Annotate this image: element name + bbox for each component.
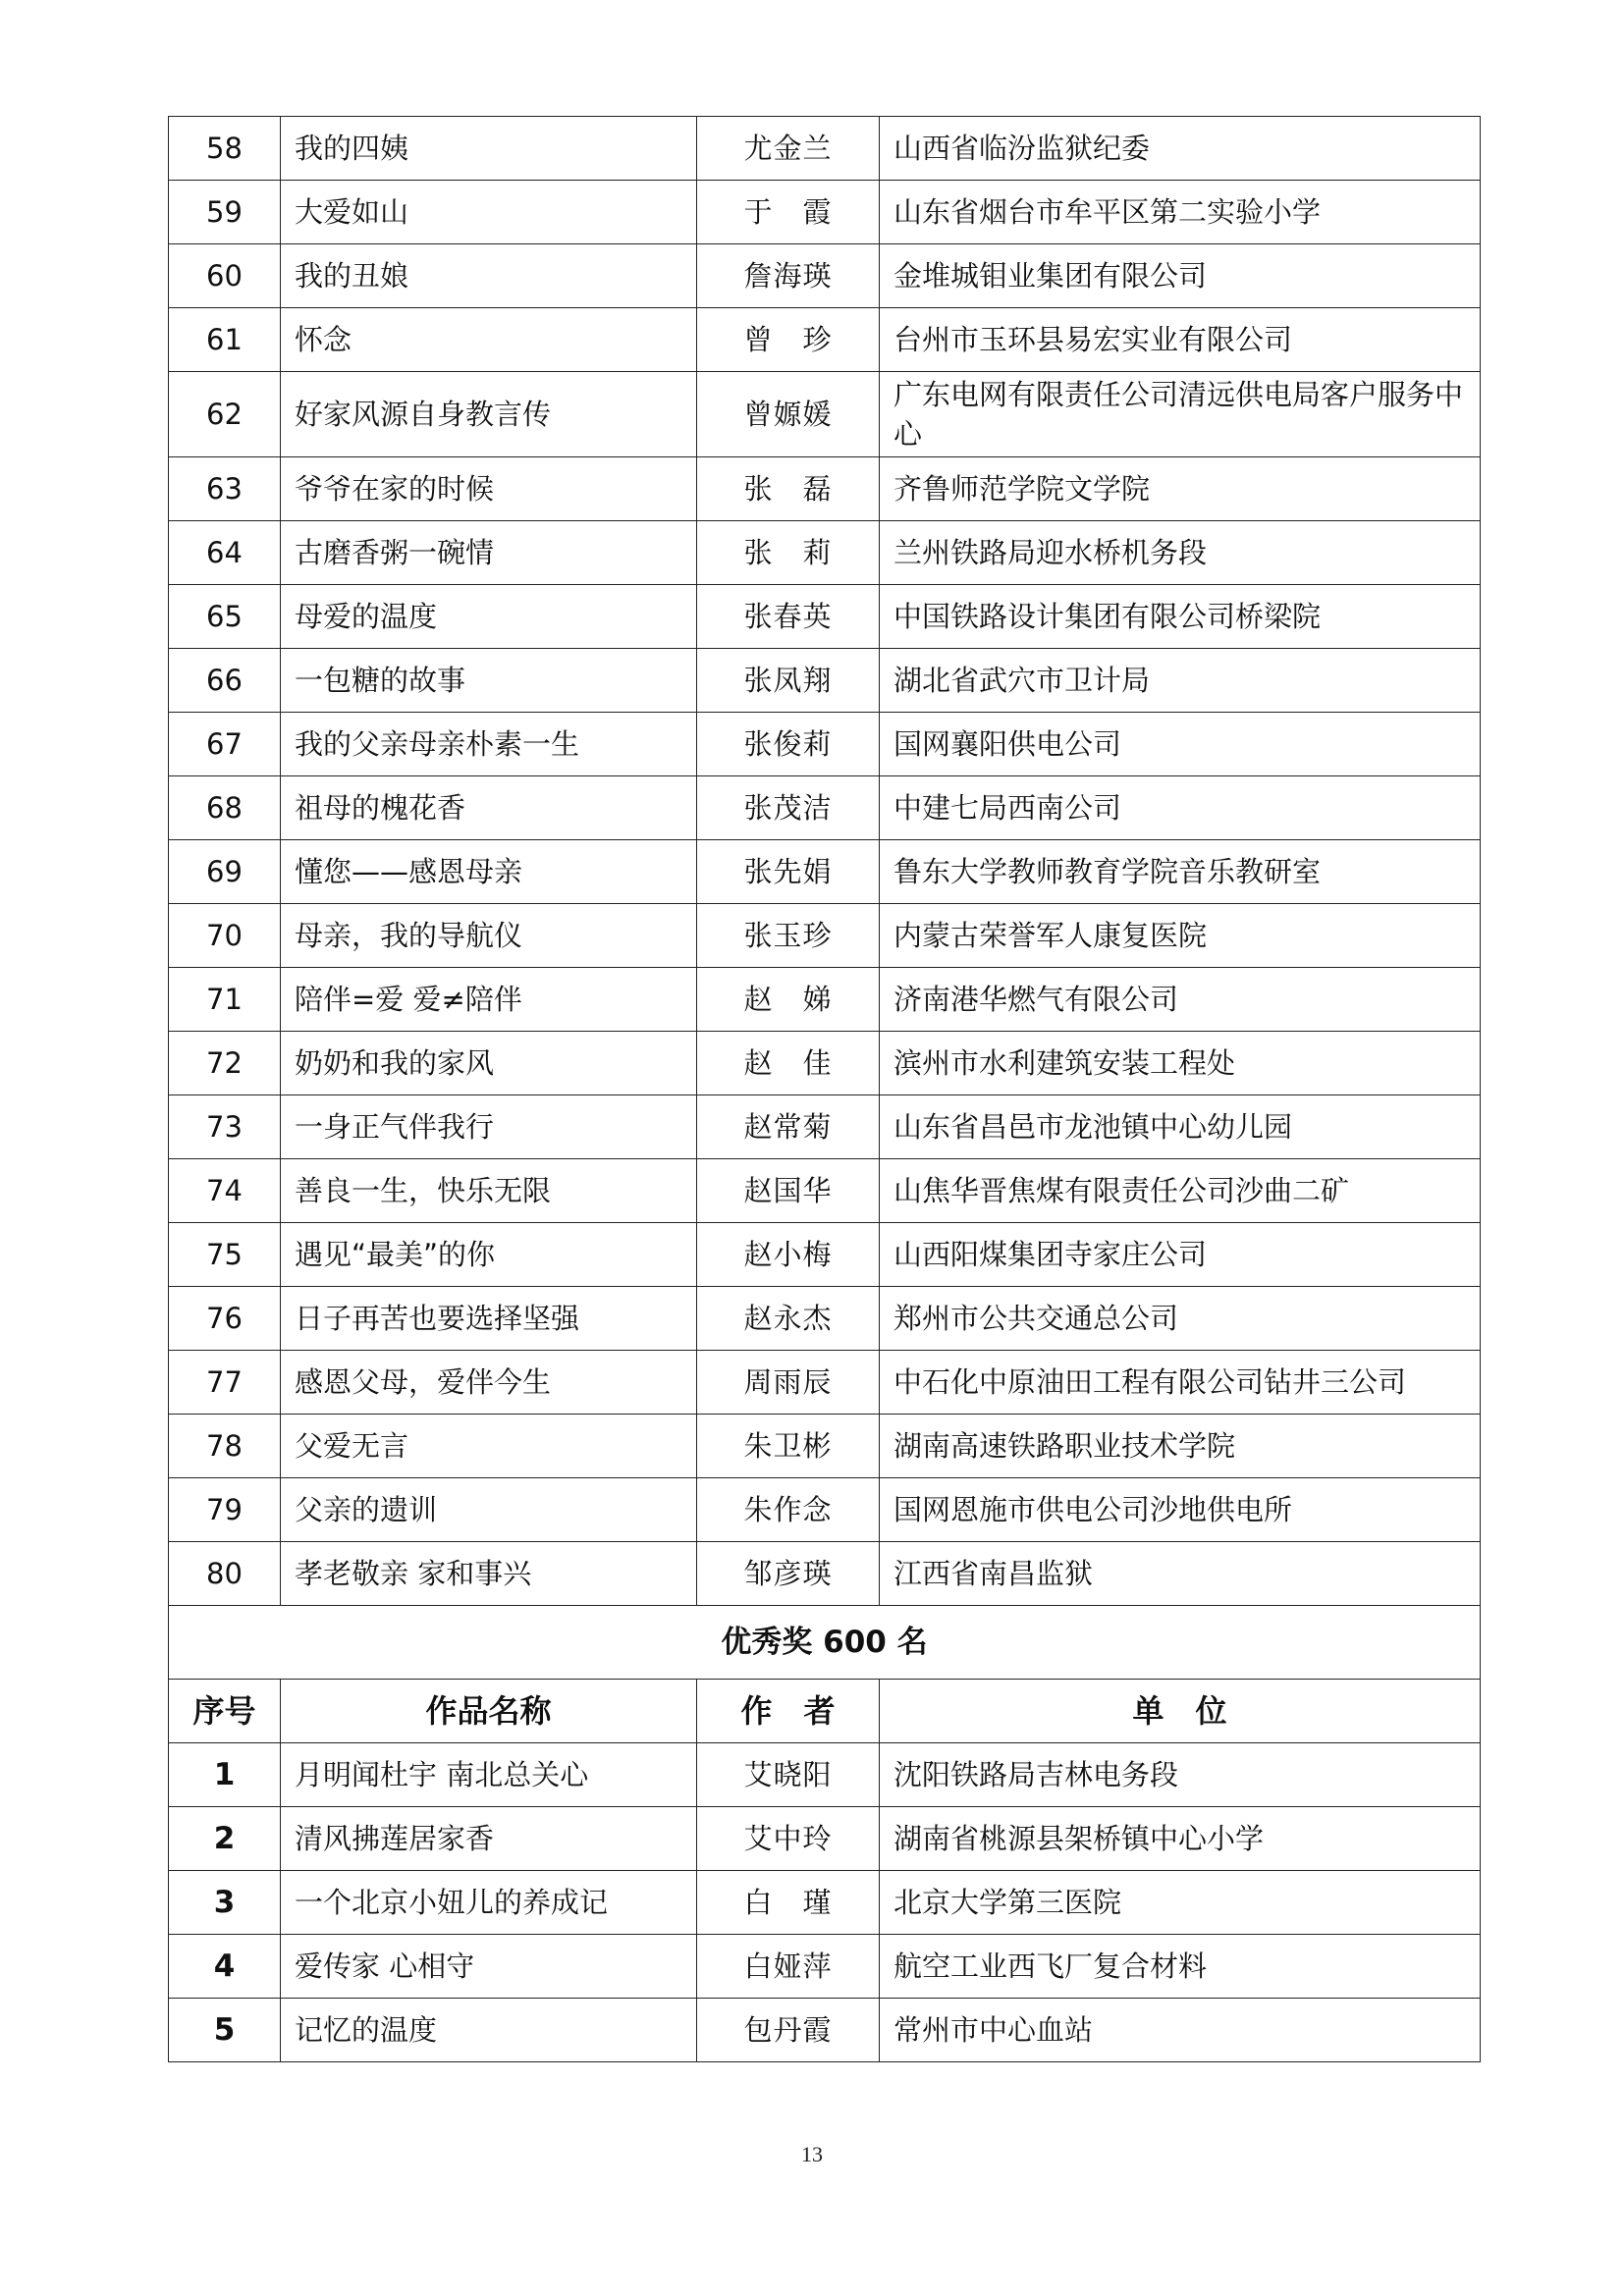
- cell-unit: 国网恩施市供电公司沙地供电所: [880, 1478, 1481, 1542]
- cell-num: 72: [169, 1032, 281, 1095]
- cell-title: 母亲，我的导航仪: [281, 904, 697, 968]
- cell-author: 包丹霞: [697, 1999, 880, 2062]
- header-title: 作品名称: [281, 1680, 697, 1743]
- cell-title: 遇见“最美”的你: [281, 1223, 697, 1287]
- cell-title: 父亲的遗训: [281, 1478, 697, 1542]
- table-row: [169, 1478, 1481, 1542]
- cell-author: 赵国华: [697, 1159, 880, 1223]
- cell-unit: 台州市玉环县易宏实业有限公司: [880, 308, 1481, 372]
- cell-author: 赵小梅: [697, 1223, 880, 1287]
- cell-title: 善良一生，快乐无限: [281, 1159, 697, 1223]
- cell-unit: 湖南高速铁路职业技术学院: [880, 1415, 1481, 1478]
- cell-title: 古磨香粥一碗情: [281, 521, 697, 585]
- page-number: 13: [801, 2142, 823, 2166]
- cell-num: 67: [169, 713, 281, 776]
- cell-title: 我的父亲母亲朴素一生: [281, 713, 697, 776]
- cell-author: 张先娟: [697, 840, 880, 904]
- table-row: [169, 457, 1481, 521]
- table-row: [169, 308, 1481, 372]
- cell-num: 77: [169, 1351, 281, 1415]
- table-row: [169, 372, 1481, 457]
- cell-title: 一个北京小妞儿的养成记: [281, 1871, 697, 1935]
- header-row: [169, 1680, 1481, 1743]
- cell-author: 艾晓阳: [697, 1743, 880, 1807]
- award-table-section: [169, 1606, 1481, 1743]
- cell-num: 66: [169, 649, 281, 713]
- table-row: [169, 521, 1481, 585]
- cell-num: 2: [169, 1807, 281, 1871]
- cell-author: 张春英: [697, 585, 880, 649]
- cell-num: 58: [169, 117, 281, 181]
- table-row: [169, 181, 1481, 244]
- table-row: [169, 244, 1481, 308]
- cell-title: 我的丑娘: [281, 244, 697, 308]
- cell-title: 月明闻杜宇 南北总关心: [281, 1743, 697, 1807]
- cell-num: 4: [169, 1935, 281, 1999]
- cell-num: 3: [169, 1871, 281, 1935]
- cell-unit: 金堆城钼业集团有限公司: [880, 244, 1481, 308]
- cell-unit: 北京大学第三医院: [880, 1871, 1481, 1935]
- cell-unit: 中石化中原油田工程有限公司钻井三公司: [880, 1351, 1481, 1415]
- table-row: [169, 1223, 1481, 1287]
- cell-title: 父爱无言: [281, 1415, 697, 1478]
- cell-num: 78: [169, 1415, 281, 1478]
- cell-unit: 中建七局西南公司: [880, 776, 1481, 840]
- cell-title: 孝老敬亲 家和事兴: [281, 1542, 697, 1606]
- cell-num: 64: [169, 521, 281, 585]
- table-row: [169, 1287, 1481, 1351]
- cell-author: 张俊莉: [697, 713, 880, 776]
- cell-title: 爱传家 心相守: [281, 1935, 697, 1999]
- cell-num: 73: [169, 1095, 281, 1159]
- cell-title: 懂您——感恩母亲: [281, 840, 697, 904]
- cell-unit: 湖北省武穴市卫计局: [880, 649, 1481, 713]
- cell-title: 一身正气伴我行: [281, 1095, 697, 1159]
- cell-unit: 郑州市公共交通总公司: [880, 1287, 1481, 1351]
- cell-author: 张茂洁: [697, 776, 880, 840]
- cell-unit: 沈阳铁路局吉林电务段: [880, 1743, 1481, 1807]
- table-row: [169, 776, 1481, 840]
- cell-unit: 国网襄阳供电公司: [880, 713, 1481, 776]
- cell-unit: 山西省临汾监狱纪委: [880, 117, 1481, 181]
- cell-num: 69: [169, 840, 281, 904]
- cell-author: 张 莉: [697, 521, 880, 585]
- cell-author: 周雨辰: [697, 1351, 880, 1415]
- cell-title: 我的四姨: [281, 117, 697, 181]
- cell-title: 记忆的温度: [281, 1999, 697, 2062]
- cell-num: 1: [169, 1743, 281, 1807]
- cell-author: 曾嫄媛: [697, 372, 880, 457]
- cell-title: 感恩父母，爱伴今生: [281, 1351, 697, 1415]
- cell-num: 68: [169, 776, 281, 840]
- cell-title: 大爱如山: [281, 181, 697, 244]
- cell-title: 清风拂莲居家香: [281, 1807, 697, 1871]
- table-row: [169, 1542, 1481, 1606]
- cell-num: 79: [169, 1478, 281, 1542]
- table-row: [169, 1095, 1481, 1159]
- table-row: [169, 1999, 1481, 2062]
- cell-num: 75: [169, 1223, 281, 1287]
- cell-unit: 鲁东大学教师教育学院音乐教研室: [880, 840, 1481, 904]
- cell-num: 65: [169, 585, 281, 649]
- cell-num: 61: [169, 308, 281, 372]
- table-row: [169, 968, 1481, 1032]
- cell-title: 好家风源自身教言传: [281, 372, 697, 457]
- cell-unit: 兰州铁路局迎水桥机务段: [880, 521, 1481, 585]
- table-row: [169, 1032, 1481, 1095]
- cell-unit: 湖南省桃源县架桥镇中心小学: [880, 1807, 1481, 1871]
- cell-num: 62: [169, 372, 281, 457]
- section-title: 优秀奖 600 名: [169, 1606, 1481, 1680]
- cell-author: 白娅萍: [697, 1935, 880, 1999]
- award-table: [168, 116, 1481, 2062]
- cell-author: 张玉珍: [697, 904, 880, 968]
- cell-unit: 江西省南昌监狱: [880, 1542, 1481, 1606]
- cell-author: 张凤翔: [697, 649, 880, 713]
- cell-author: 张 磊: [697, 457, 880, 521]
- cell-num: 80: [169, 1542, 281, 1606]
- table-row: [169, 649, 1481, 713]
- table-row: [169, 713, 1481, 776]
- cell-author: 白 瑾: [697, 1871, 880, 1935]
- cell-author: 邹彦瑛: [697, 1542, 880, 1606]
- cell-num: 59: [169, 181, 281, 244]
- cell-unit: 航空工业西飞厂复合材料: [880, 1935, 1481, 1999]
- cell-num: 5: [169, 1999, 281, 2062]
- cell-author: 艾中玲: [697, 1807, 880, 1871]
- cell-author: 曾 珍: [697, 308, 880, 372]
- cell-title: 母爱的温度: [281, 585, 697, 649]
- cell-title: 怀念: [281, 308, 697, 372]
- header-num: 序号: [169, 1680, 281, 1743]
- cell-num: 63: [169, 457, 281, 521]
- cell-num: 71: [169, 968, 281, 1032]
- header-author: 作 者: [697, 1680, 880, 1743]
- cell-num: 60: [169, 244, 281, 308]
- cell-unit: 广东电网有限责任公司清远供电局客户服务中心: [880, 372, 1481, 457]
- cell-author: 朱卫彬: [697, 1415, 880, 1478]
- cell-num: 76: [169, 1287, 281, 1351]
- cell-unit: 滨州市水利建筑安装工程处: [880, 1032, 1481, 1095]
- table-row: [169, 1935, 1481, 1999]
- cell-unit: 中国铁路设计集团有限公司桥梁院: [880, 585, 1481, 649]
- cell-unit: 山焦华晋焦煤有限责任公司沙曲二矿: [880, 1159, 1481, 1223]
- table-row: [169, 1159, 1481, 1223]
- table-row: [169, 1871, 1481, 1935]
- cell-title: 一包糖的故事: [281, 649, 697, 713]
- cell-author: 赵 娣: [697, 968, 880, 1032]
- cell-author: 于 霞: [697, 181, 880, 244]
- cell-unit: 山东省烟台市牟平区第二实验小学: [880, 181, 1481, 244]
- cell-author: 赵永杰: [697, 1287, 880, 1351]
- cell-unit: 齐鲁师范学院文学院: [880, 457, 1481, 521]
- header-unit: 单 位: [880, 1680, 1481, 1743]
- table-row: [169, 1807, 1481, 1871]
- cell-num: 70: [169, 904, 281, 968]
- award-table-body-part1: [169, 117, 1481, 1606]
- section-row: [169, 1606, 1481, 1680]
- award-table-body-part2: [169, 1743, 1481, 2062]
- table-row: [169, 840, 1481, 904]
- table-row: [169, 904, 1481, 968]
- table-row: [169, 1415, 1481, 1478]
- table-row: [169, 1743, 1481, 1807]
- cell-unit: 常州市中心血站: [880, 1999, 1481, 2062]
- cell-author: 赵 佳: [697, 1032, 880, 1095]
- table-row: [169, 1351, 1481, 1415]
- cell-unit: 内蒙古荣誉军人康复医院: [880, 904, 1481, 968]
- cell-unit: 山东省昌邑市龙池镇中心幼儿园: [880, 1095, 1481, 1159]
- cell-unit: 济南港华燃气有限公司: [880, 968, 1481, 1032]
- cell-author: 詹海瑛: [697, 244, 880, 308]
- cell-author: 尤金兰: [697, 117, 880, 181]
- cell-title: 日子再苦也要选择坚强: [281, 1287, 697, 1351]
- cell-num: 74: [169, 1159, 281, 1223]
- cell-author: 赵常菊: [697, 1095, 880, 1159]
- cell-title: 爷爷在家的时候: [281, 457, 697, 521]
- table-row: [169, 585, 1481, 649]
- cell-title: 祖母的槐花香: [281, 776, 697, 840]
- cell-unit: 山西阳煤集团寺家庄公司: [880, 1223, 1481, 1287]
- cell-title: 奶奶和我的家风: [281, 1032, 697, 1095]
- cell-title: 陪伴=爱 爱≠陪伴: [281, 968, 697, 1032]
- cell-author: 朱作念: [697, 1478, 880, 1542]
- table-row: [169, 117, 1481, 181]
